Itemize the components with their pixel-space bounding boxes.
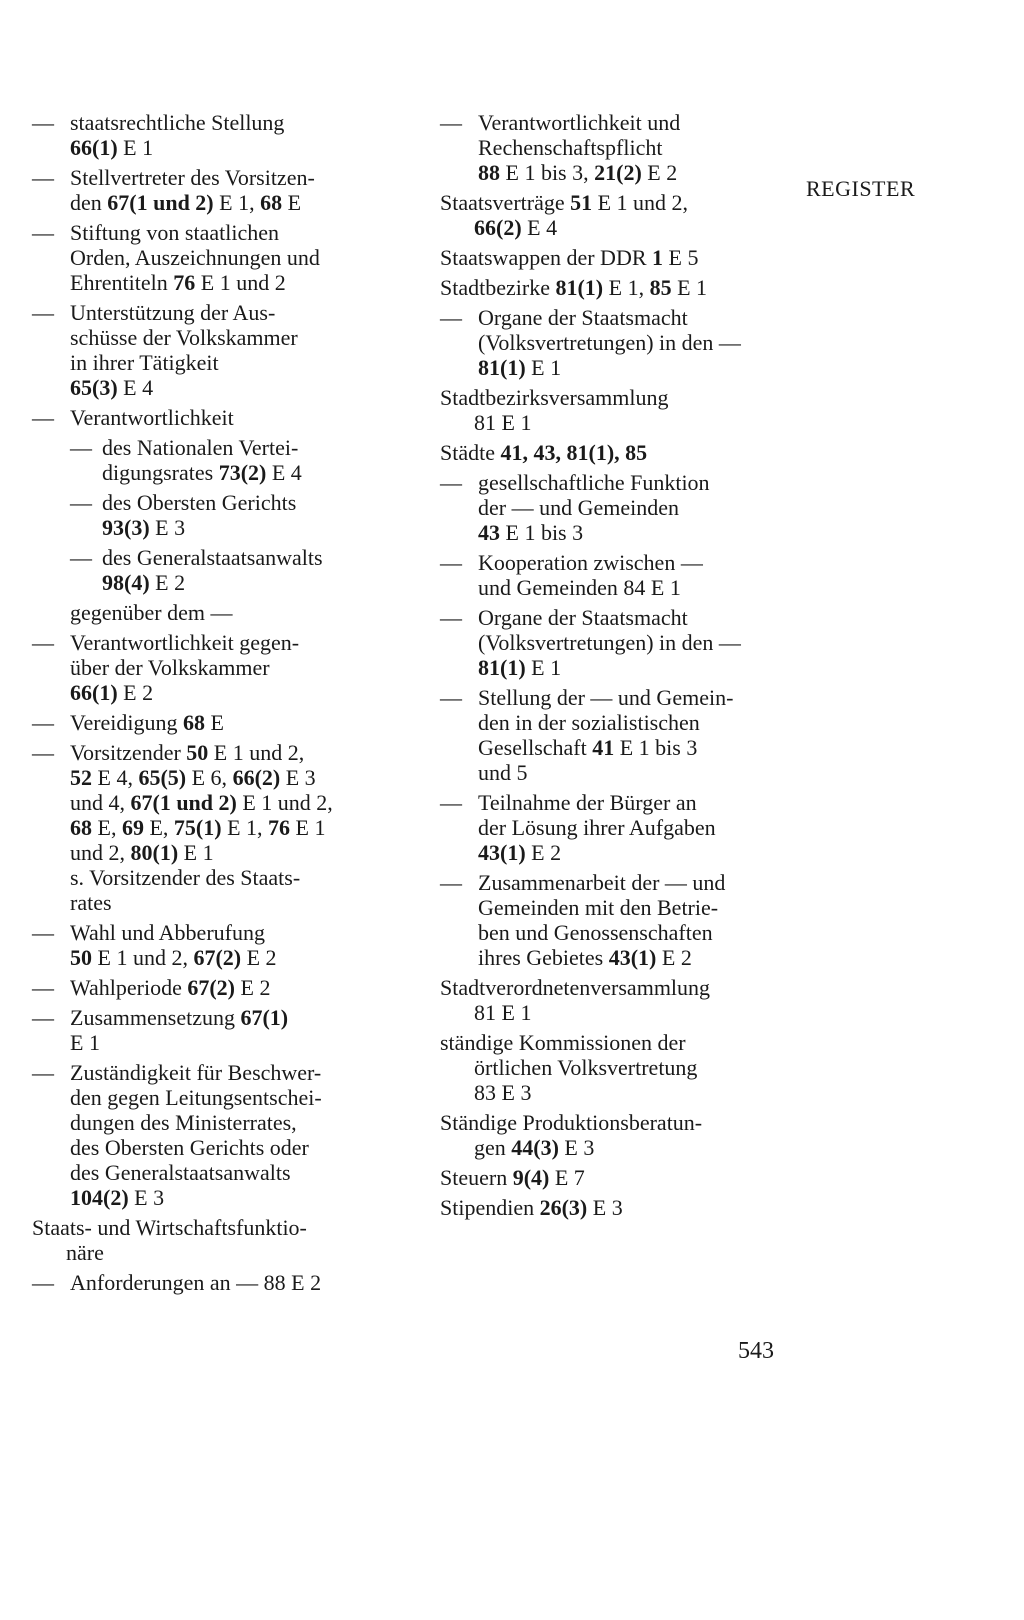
index-entry bbox=[32, 630, 392, 705]
entry-line: gegenüber dem — bbox=[70, 600, 233, 625]
entry-line: des Generalstaatsanwalts bbox=[70, 1160, 291, 1185]
entry-line: Stadtbezirke 81(1) E 1, 85 E 1 bbox=[440, 275, 708, 300]
entry-dash: — bbox=[440, 870, 462, 895]
entry-line: 81(1) E 1 bbox=[478, 355, 562, 380]
entry-line: Kooperation zwischen — bbox=[478, 550, 703, 575]
index-column-left bbox=[32, 110, 392, 1300]
entry-line: 81 E 1 bbox=[474, 1000, 532, 1025]
index-column-right bbox=[440, 110, 810, 1225]
entry-line: Organe der Staatsmacht bbox=[478, 305, 688, 330]
index-entry bbox=[32, 165, 392, 215]
entry-line: schüsse der Volkskammer bbox=[70, 325, 298, 350]
entry-dash: — bbox=[32, 165, 54, 190]
entry-line: Steuern 9(4) E 7 bbox=[440, 1165, 585, 1190]
entry-line: 66(1) E 2 bbox=[70, 680, 154, 705]
index-entry bbox=[440, 305, 810, 380]
entry-line: Anforderungen an — 88 E 2 bbox=[70, 1270, 322, 1295]
entry-line: der Lösung ihrer Aufgaben bbox=[478, 815, 716, 840]
entry-line: Stipendien 26(3) E 3 bbox=[440, 1195, 623, 1220]
entry-line: 66(2) E 4 bbox=[474, 215, 558, 240]
entry-dash: — bbox=[32, 405, 54, 430]
entry-line: ben und Genossenschaften bbox=[478, 920, 713, 945]
entry-line: 43(1) E 2 bbox=[478, 840, 562, 865]
index-entry bbox=[32, 220, 392, 295]
entry-dash: — bbox=[32, 740, 54, 765]
index-entry bbox=[440, 685, 810, 785]
entry-dash: — bbox=[32, 220, 54, 245]
entry-dash: — bbox=[32, 1270, 54, 1295]
entry-line: und 4, 67(1 und 2) E 1 und 2, bbox=[70, 790, 333, 815]
entry-dash: — bbox=[70, 545, 92, 570]
entry-line: den in der sozialistischen bbox=[478, 710, 700, 735]
entry-line: Zusammensetzung 67(1) bbox=[70, 1005, 289, 1030]
entry-line: Stiftung von staatlichen bbox=[70, 220, 279, 245]
entry-line: Ständige Produktionsberatun- bbox=[440, 1110, 703, 1135]
entry-line: Städte 41, 43, 81(1), 85 bbox=[440, 440, 648, 465]
entry-dash: — bbox=[440, 685, 462, 710]
entry-line: 83 E 3 bbox=[474, 1080, 532, 1105]
entry-line: Stadtverordnetenversammlung bbox=[440, 975, 711, 1000]
index-entry bbox=[440, 245, 810, 270]
entry-line: Vereidigung 68 E bbox=[70, 710, 224, 735]
entry-dash: — bbox=[440, 110, 462, 135]
entry-line: 81(1) E 1 bbox=[478, 655, 562, 680]
entry-line: Stadtbezirksversammlung bbox=[440, 385, 669, 410]
entry-line: 98(4) E 2 bbox=[102, 570, 186, 595]
entry-dash: — bbox=[32, 1060, 54, 1085]
index-entry bbox=[32, 490, 392, 540]
index-entry bbox=[32, 1215, 392, 1265]
entry-line: 88 E 1 bis 3, 21(2) E 2 bbox=[478, 160, 678, 185]
entry-line: den gegen Leitungsentschei- bbox=[70, 1085, 322, 1110]
index-entry bbox=[32, 300, 392, 400]
entry-dash: — bbox=[32, 1005, 54, 1030]
entry-line: digungsrates 73(2) E 4 bbox=[102, 460, 302, 485]
entry-line: 66(1) E 1 bbox=[70, 135, 154, 160]
entry-line: Organe der Staatsmacht bbox=[478, 605, 688, 630]
entry-line: Staatsverträge 51 E 1 und 2, bbox=[440, 190, 689, 215]
index-entry bbox=[440, 1195, 810, 1220]
index-entry bbox=[32, 975, 392, 1000]
index-entry bbox=[32, 920, 392, 970]
entry-line: Gesellschaft 41 E 1 bis 3 bbox=[478, 735, 698, 760]
entry-line: (Volksvertretungen) in den — bbox=[478, 330, 741, 355]
index-entry bbox=[440, 385, 810, 435]
index-entry bbox=[32, 435, 392, 485]
entry-dash: — bbox=[440, 305, 462, 330]
entry-dash: — bbox=[32, 920, 54, 945]
entry-line: Rechenschaftspflicht bbox=[478, 135, 663, 160]
index-entry bbox=[440, 870, 810, 970]
entry-line: Verantwortlichkeit gegen- bbox=[70, 630, 300, 655]
entry-dash: — bbox=[32, 975, 54, 1000]
index-entry bbox=[440, 605, 810, 680]
index-entry bbox=[32, 600, 392, 625]
entry-line: 65(3) E 4 bbox=[70, 375, 154, 400]
index-entry bbox=[440, 110, 810, 185]
index-entry bbox=[440, 790, 810, 865]
entry-line: 52 E 4, 65(5) E 6, 66(2) E 3 bbox=[70, 765, 316, 790]
entry-line: Vorsitzender 50 E 1 und 2, bbox=[70, 740, 305, 765]
entry-line: und 2, 80(1) E 1 bbox=[70, 840, 214, 865]
entry-dash: — bbox=[440, 605, 462, 630]
entry-line: Staatswappen der DDR 1 E 5 bbox=[440, 245, 699, 270]
entry-line: Stellvertreter des Vorsitzen- bbox=[70, 165, 315, 190]
entry-line: (Volksvertretungen) in den — bbox=[478, 630, 741, 655]
entry-dash: — bbox=[440, 470, 462, 495]
index-entry bbox=[32, 1005, 392, 1055]
entry-line: rates bbox=[70, 890, 112, 915]
entry-dash: — bbox=[70, 435, 92, 460]
page-number: 543 bbox=[738, 1338, 774, 1364]
index-entry bbox=[32, 1060, 392, 1210]
entry-line: 68 E, 69 E, 75(1) E 1, 76 E 1 bbox=[70, 815, 326, 840]
index-entry bbox=[32, 1270, 392, 1295]
entry-line: Stellung der — und Gemein- bbox=[478, 685, 734, 710]
entry-line: Verantwortlichkeit und bbox=[478, 110, 681, 135]
entry-line: Wahlperiode 67(2) E 2 bbox=[70, 975, 271, 1000]
entry-line: E 1 bbox=[70, 1030, 100, 1055]
entry-line: staatsrechtliche Stellung bbox=[70, 110, 285, 135]
entry-dash: — bbox=[32, 300, 54, 325]
entry-line: s. Vorsitzender des Staats- bbox=[70, 865, 301, 890]
entry-dash: — bbox=[32, 710, 54, 735]
index-entry bbox=[440, 440, 810, 465]
index-entry bbox=[440, 275, 810, 300]
index-entry bbox=[440, 470, 810, 545]
entry-line: Wahl und Abberufung bbox=[70, 920, 265, 945]
index-entry bbox=[440, 1110, 810, 1160]
entry-line: des Obersten Gerichts bbox=[102, 490, 297, 515]
index-entry bbox=[32, 710, 392, 735]
entry-line: 50 E 1 und 2, 67(2) E 2 bbox=[70, 945, 277, 970]
entry-line: Zusammenarbeit der — und bbox=[478, 870, 726, 895]
entry-line: des Generalstaatsanwalts bbox=[102, 545, 323, 570]
entry-dash: — bbox=[32, 110, 54, 135]
entry-line: 43 E 1 bis 3 bbox=[478, 520, 584, 545]
entry-line: und Gemeinden 84 E 1 bbox=[478, 575, 681, 600]
index-entry bbox=[32, 110, 392, 160]
entry-line: Teilnahme der Bürger an bbox=[478, 790, 697, 815]
entry-line: über der Volkskammer bbox=[70, 655, 270, 680]
entry-line: Staats- und Wirtschaftsfunktio- bbox=[32, 1215, 307, 1240]
entry-line: Orden, Auszeichnungen und bbox=[70, 245, 320, 270]
entry-dash: — bbox=[440, 790, 462, 815]
entry-line: dungen des Ministerrates, bbox=[70, 1110, 297, 1135]
entry-line: 93(3) E 3 bbox=[102, 515, 186, 540]
entry-dash: — bbox=[70, 490, 92, 515]
entry-line: 104(2) E 3 bbox=[70, 1185, 165, 1210]
index-entry bbox=[32, 405, 392, 430]
entry-line: der — und Gemeinden bbox=[478, 495, 679, 520]
entry-line: Verantwortlichkeit bbox=[70, 405, 234, 430]
entry-line: in ihrer Tätigkeit bbox=[70, 350, 219, 375]
entry-line: des Nationalen Vertei- bbox=[102, 435, 299, 460]
index-entry bbox=[440, 190, 810, 240]
index-entry bbox=[440, 550, 810, 600]
entry-line: des Obersten Gerichts oder bbox=[70, 1135, 309, 1160]
entry-line: näre bbox=[66, 1240, 104, 1265]
entry-line: gesellschaftliche Funktion bbox=[478, 470, 710, 495]
entry-line: den 67(1 und 2) E 1, 68 E bbox=[70, 190, 302, 215]
entry-line: Ehrentiteln 76 E 1 und 2 bbox=[70, 270, 286, 295]
index-entry bbox=[440, 1030, 810, 1105]
index-entry bbox=[440, 975, 810, 1025]
index-entry bbox=[440, 1165, 810, 1190]
entry-line: gen 44(3) E 3 bbox=[474, 1135, 595, 1160]
entry-line: ihres Gebietes 43(1) E 2 bbox=[478, 945, 692, 970]
section-header: REGISTER bbox=[806, 176, 916, 201]
entry-dash: — bbox=[32, 630, 54, 655]
entry-line: Unterstützung der Aus- bbox=[70, 300, 276, 325]
entry-line: und 5 bbox=[478, 760, 528, 785]
index-entry bbox=[32, 740, 392, 915]
entry-dash: — bbox=[440, 550, 462, 575]
entry-line: Gemeinden mit den Betrie- bbox=[478, 895, 719, 920]
entry-line: ständige Kommissionen der bbox=[440, 1030, 686, 1055]
entry-line: Zuständigkeit für Beschwer- bbox=[70, 1060, 322, 1085]
index-entry bbox=[32, 545, 392, 595]
entry-line: örtlichen Volksvertretung bbox=[474, 1055, 698, 1080]
entry-line: 81 E 1 bbox=[474, 410, 532, 435]
